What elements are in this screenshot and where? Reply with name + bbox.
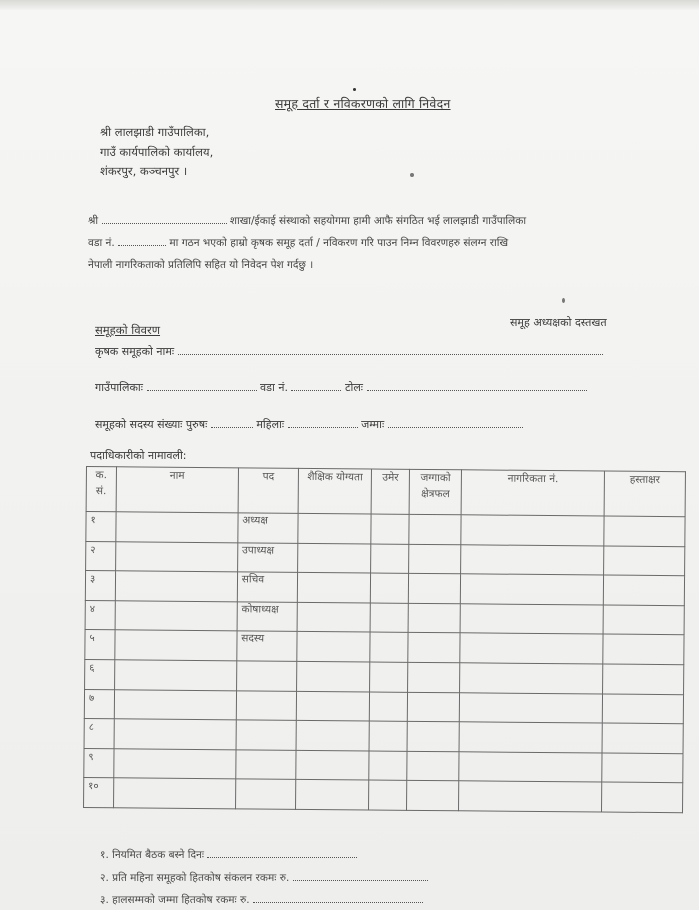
empty-cell[interactable] bbox=[114, 689, 236, 720]
table-row bbox=[84, 778, 683, 813]
municipality-label: गाउँपालिकाः bbox=[95, 381, 143, 394]
section-title: समूहको विवरण bbox=[95, 323, 161, 337]
row-number-cell[interactable]: ९ bbox=[84, 748, 114, 778]
address-field bbox=[95, 380, 587, 395]
empty-cell[interactable] bbox=[602, 694, 683, 724]
column-header: शैक्षिक योग्यता bbox=[298, 468, 371, 514]
empty-cell[interactable] bbox=[114, 660, 236, 691]
post-cell[interactable]: सचिव bbox=[237, 572, 298, 602]
dotted-blank bbox=[118, 237, 166, 246]
empty-cell[interactable] bbox=[461, 544, 604, 575]
empty-cell[interactable] bbox=[115, 541, 237, 572]
empty-cell[interactable] bbox=[298, 543, 371, 573]
empty-cell[interactable] bbox=[369, 751, 407, 781]
monthly-fund-blank[interactable] bbox=[293, 872, 428, 881]
empty-cell[interactable] bbox=[369, 780, 407, 810]
empty-cell[interactable] bbox=[604, 516, 685, 546]
body-line-2 bbox=[88, 236, 508, 250]
tole-label: टोलः bbox=[344, 381, 364, 394]
empty-cell[interactable] bbox=[461, 574, 604, 605]
post-cell[interactable]: अध्यक्ष bbox=[238, 513, 299, 543]
scan-edge bbox=[0, 0, 699, 10]
footer-item-3 bbox=[100, 893, 423, 907]
empty-cell[interactable] bbox=[371, 544, 409, 574]
meeting-day-label: १. नियमित बैठक बस्ने दिनः bbox=[100, 849, 205, 861]
column-header: क. सं. bbox=[86, 467, 116, 512]
male-members-label: समूहको सदस्य संख्याः पुरुषः bbox=[95, 418, 208, 431]
post-cell[interactable] bbox=[236, 750, 297, 780]
footer-item-1 bbox=[100, 848, 357, 862]
column-header: पद bbox=[238, 468, 299, 514]
empty-cell[interactable] bbox=[408, 603, 461, 633]
row-number-cell[interactable]: ४ bbox=[85, 600, 115, 630]
empty-cell[interactable] bbox=[407, 781, 460, 811]
row-number-cell[interactable]: १० bbox=[84, 778, 114, 808]
ward-label: वडा नं. bbox=[260, 381, 288, 394]
row-number-cell[interactable]: २ bbox=[86, 541, 116, 571]
female-members-label: महिलाः bbox=[256, 418, 285, 431]
empty-cell[interactable] bbox=[370, 662, 408, 692]
ward-blank[interactable] bbox=[291, 382, 341, 391]
column-header: नाम bbox=[116, 467, 238, 513]
empty-cell[interactable] bbox=[298, 513, 371, 543]
row-number-cell[interactable]: ६ bbox=[85, 659, 115, 689]
empty-cell[interactable] bbox=[370, 632, 408, 662]
empty-cell[interactable] bbox=[115, 630, 237, 661]
empty-cell[interactable] bbox=[115, 601, 237, 632]
empty-cell[interactable] bbox=[297, 661, 370, 691]
post-cell[interactable]: सदस्य bbox=[237, 631, 298, 661]
dotted-blank bbox=[102, 215, 227, 224]
scan-speck bbox=[562, 298, 565, 303]
column-header: उमेर bbox=[371, 469, 409, 514]
empty-cell[interactable] bbox=[296, 750, 369, 780]
empty-cell[interactable] bbox=[408, 662, 461, 692]
post-cell[interactable] bbox=[235, 779, 296, 809]
empty-cell[interactable] bbox=[298, 573, 371, 603]
empty-cell[interactable] bbox=[297, 602, 370, 632]
empty-cell[interactable] bbox=[603, 546, 684, 576]
empty-cell[interactable] bbox=[114, 749, 236, 780]
empty-cell[interactable] bbox=[459, 781, 602, 812]
empty-cell[interactable] bbox=[370, 573, 408, 603]
empty-cell[interactable] bbox=[603, 605, 684, 635]
address-line-2: गाउँ कार्यपालिको कार्यालय, bbox=[100, 145, 214, 159]
officials-label: पदाधिकारीको नामावली: bbox=[90, 449, 187, 462]
empty-cell[interactable] bbox=[603, 634, 684, 664]
empty-cell[interactable] bbox=[115, 571, 237, 602]
empty-cell[interactable] bbox=[297, 691, 370, 721]
empty-cell[interactable] bbox=[369, 692, 407, 722]
empty-cell[interactable] bbox=[460, 604, 603, 635]
total-members-label: जम्माः bbox=[361, 418, 385, 431]
empty-cell[interactable] bbox=[113, 778, 235, 809]
empty-cell[interactable] bbox=[408, 633, 461, 663]
empty-cell[interactable] bbox=[460, 633, 603, 664]
body-line-2-text: मा गठन भएको हाम्रो कृषक समूह दर्ता / नविकरण गरि पाउन निम्न विवरणहरु संलग्न राखि bbox=[169, 237, 509, 249]
empty-cell[interactable] bbox=[409, 514, 462, 544]
empty-cell[interactable] bbox=[603, 575, 684, 605]
total-blank[interactable] bbox=[388, 419, 523, 428]
empty-cell[interactable] bbox=[407, 751, 460, 781]
post-cell[interactable] bbox=[236, 690, 297, 720]
empty-cell[interactable] bbox=[297, 632, 370, 662]
empty-cell[interactable] bbox=[459, 722, 602, 753]
empty-cell[interactable] bbox=[114, 719, 236, 750]
signature-label: समूह अध्यक्षको दस्तखत bbox=[510, 316, 607, 329]
female-blank[interactable] bbox=[288, 419, 358, 428]
post-cell[interactable]: कोषाध्यक्ष bbox=[237, 602, 298, 632]
empty-cell[interactable] bbox=[407, 721, 460, 751]
row-number-cell[interactable]: ८ bbox=[84, 719, 114, 749]
empty-cell[interactable] bbox=[370, 603, 408, 633]
empty-cell[interactable] bbox=[460, 692, 603, 723]
empty-cell[interactable] bbox=[296, 721, 369, 751]
empty-cell[interactable] bbox=[461, 515, 604, 546]
column-header: हस्ताक्षर bbox=[604, 471, 685, 517]
scan-speck bbox=[353, 88, 356, 91]
empty-cell[interactable] bbox=[296, 780, 369, 810]
post-cell[interactable] bbox=[236, 661, 297, 691]
officials-table bbox=[83, 466, 686, 813]
empty-cell[interactable] bbox=[409, 544, 462, 574]
meeting-day-blank[interactable] bbox=[207, 849, 357, 858]
member-count-field bbox=[95, 417, 523, 432]
total-fund-label: ३. हालसम्मको जम्मा हितकोष रकमः रु. bbox=[100, 894, 250, 906]
total-fund-blank[interactable] bbox=[253, 894, 423, 903]
post-cell[interactable] bbox=[236, 720, 297, 750]
body-line-1-text: शाखा/ईकाई संस्थाको सहयोगमा हामी आफै संगठित भई लालझाडी गाउँपालिका bbox=[229, 215, 527, 227]
table-header-row bbox=[86, 467, 685, 517]
empty-cell[interactable] bbox=[459, 752, 602, 783]
row-number-cell[interactable]: ५ bbox=[85, 630, 115, 660]
empty-cell[interactable] bbox=[602, 664, 683, 694]
monthly-fund-label: २. प्रति महिना समूहको हितकोष संकलन रकमः रु. bbox=[100, 872, 290, 884]
row-number-cell[interactable]: ७ bbox=[84, 689, 114, 719]
address-line-1: श्री लालझाडी गाउँपालिका, bbox=[100, 125, 210, 139]
row-number-cell[interactable]: ३ bbox=[85, 571, 115, 601]
empty-cell[interactable] bbox=[460, 663, 603, 694]
group-name-field bbox=[95, 344, 603, 359]
body-line-2-prefix: वडा नं. bbox=[88, 237, 115, 249]
body-line-1-prefix: श्री bbox=[88, 215, 99, 227]
empty-cell[interactable] bbox=[602, 723, 683, 753]
empty-cell[interactable] bbox=[408, 574, 461, 604]
empty-cell[interactable] bbox=[116, 512, 238, 543]
scan-speck bbox=[410, 173, 414, 177]
tole-blank[interactable] bbox=[367, 382, 587, 391]
empty-cell[interactable] bbox=[602, 753, 683, 783]
form-title: समूह दर्ता र नविकरणको लागि निवेदन bbox=[275, 96, 451, 111]
group-name-label: कृषक समूहको नामः bbox=[95, 345, 175, 358]
body-line-3: नेपाली नागरिकताको प्रतिलिपि सहित यो निवेदन पेश गर्दछु । bbox=[88, 259, 314, 271]
municipality-blank[interactable] bbox=[147, 382, 257, 391]
empty-cell[interactable] bbox=[371, 514, 409, 544]
male-blank[interactable] bbox=[211, 419, 253, 428]
empty-cell[interactable] bbox=[601, 782, 682, 812]
row-number-cell[interactable]: १ bbox=[86, 512, 116, 542]
address-line-3: शंकरपुर, कञ्चनपुर । bbox=[100, 164, 188, 178]
empty-cell[interactable] bbox=[369, 721, 407, 751]
footer-item-2 bbox=[100, 871, 428, 885]
group-name-blank[interactable] bbox=[178, 346, 603, 355]
column-header: जग्गाको क्षेत्रफल bbox=[409, 469, 462, 514]
body-line-1 bbox=[88, 214, 526, 228]
post-cell[interactable]: उपाध्यक्ष bbox=[237, 542, 298, 572]
empty-cell[interactable] bbox=[407, 692, 460, 722]
column-header: नागरिकता नं. bbox=[461, 470, 604, 516]
